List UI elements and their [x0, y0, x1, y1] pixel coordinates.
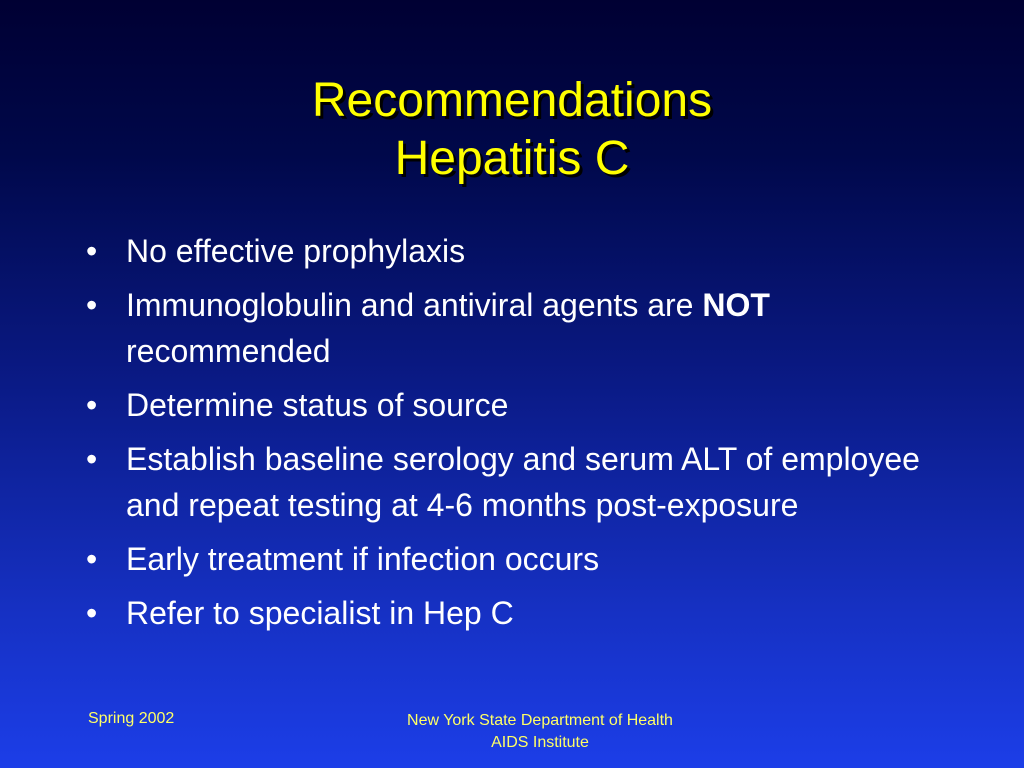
bullet-item — [86, 282, 966, 374]
slide-title-line-2: Hepatitis C — [394, 132, 630, 185]
bullet-dot: • — [86, 233, 98, 269]
bullet-dot: • — [86, 441, 98, 477]
slide-title-line-1: Recommendations — [311, 74, 713, 127]
bullet-text: Refer to specialist in Hep C — [126, 595, 514, 631]
bullet-item — [86, 382, 966, 428]
bullet-text: No effective prophylaxis — [126, 233, 466, 269]
bullet-dot: • — [86, 541, 98, 577]
bullet-text: Establish baseline serology and serum ALT of employee and repeat testing at 4-6 months post-exposure — [126, 441, 920, 523]
bullet-item — [86, 536, 966, 582]
bullet-item — [86, 436, 966, 528]
bullet-text: Determine status of source — [126, 387, 509, 423]
footer-org-line-1: New York State Department of Health — [407, 712, 673, 729]
bullet-text: Early treatment if infection occurs — [126, 541, 600, 577]
bullet-dot: • — [86, 387, 98, 423]
bullet-dot: • — [86, 595, 98, 631]
footer-organization — [360, 710, 720, 754]
bullet-item — [86, 228, 966, 274]
footer-date: Spring 2002 — [88, 710, 175, 727]
footer-org-line-2: AIDS Institute — [491, 734, 589, 751]
bullet-text-continued: recommended — [126, 333, 331, 369]
bullet-emphasis: NOT — [702, 287, 770, 323]
slide-title — [0, 72, 1024, 188]
bullet-list — [86, 228, 966, 644]
bullet-text: Immunoglobulin and antiviral agents are — [126, 287, 703, 323]
bullet-dot: • — [86, 287, 98, 323]
bullet-item — [86, 590, 966, 636]
